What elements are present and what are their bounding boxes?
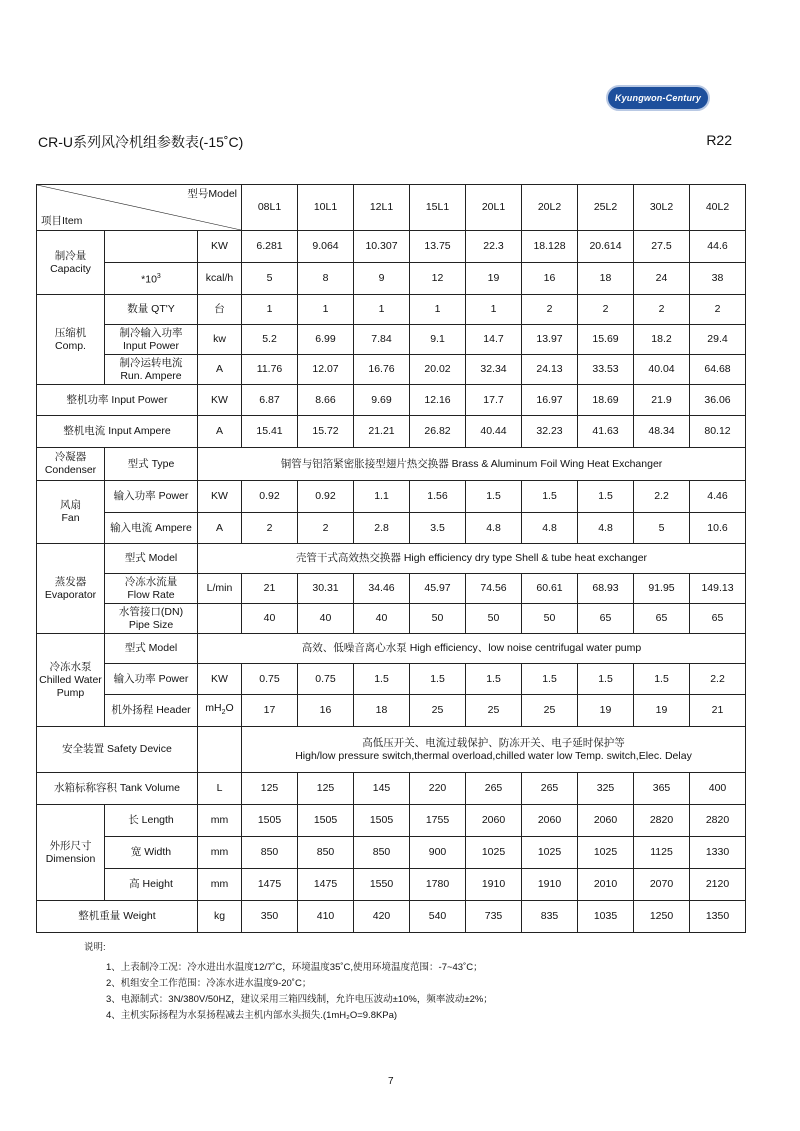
value-cell: 1250 (634, 901, 690, 933)
unit-cell: KW (198, 231, 242, 263)
unit-cell: kg (198, 901, 242, 933)
value-cell: 2060 (578, 805, 634, 837)
value-cell: 48.34 (634, 416, 690, 448)
value-cell: 68.93 (578, 574, 634, 604)
value-cell: 1330 (690, 837, 746, 869)
table-row (37, 727, 746, 773)
value-cell: 350 (242, 901, 298, 933)
value-cell: 1.5 (578, 481, 634, 513)
brand-text: Kyungwon-Century (614, 93, 702, 103)
table-row (37, 448, 746, 481)
value-cell: 34.46 (354, 574, 410, 604)
unit-cell: kcal/h (198, 263, 242, 295)
value-cell: 1.5 (522, 481, 578, 513)
value-cell: 10.6 (690, 513, 746, 544)
value-cell: 50 (522, 604, 578, 634)
value-cell: 1125 (634, 837, 690, 869)
value-cell: 17.7 (466, 385, 522, 416)
row-label: 制冷输入功率 Input Power (105, 325, 198, 355)
page-title: CR-U系列风冷机组参数表(-15˚C) (38, 134, 244, 150)
brand-logo (606, 85, 710, 111)
value-cell: 365 (634, 773, 690, 805)
value-cell: 2.8 (354, 513, 410, 544)
value-cell: 40.04 (634, 355, 690, 385)
span-value: 铜管与铝箔紧密胀接型翅片热交换器 Brass & Aluminum Foil Wing Heat Exchanger (198, 448, 746, 481)
value-cell: 74.56 (466, 574, 522, 604)
value-cell: 850 (298, 837, 354, 869)
value-cell: 15.41 (242, 416, 298, 448)
unit-cell: KW (198, 385, 242, 416)
value-cell: 6.281 (242, 231, 298, 263)
unit-cell (198, 727, 242, 773)
value-cell: 15.72 (298, 416, 354, 448)
row-label: 整机电流 Input Ampere (37, 416, 198, 448)
value-cell: 125 (242, 773, 298, 805)
note-line: 4、主机实际扬程为水泵扬程减去主机内部水头损失.(1mH₂O=9.8KPa) (106, 1010, 398, 1021)
value-cell: 1 (242, 295, 298, 325)
value-cell: 18.69 (578, 385, 634, 416)
span-value: 高效、低噪音离心水泵 High efficiency、low noise centrifugal water pump (198, 634, 746, 664)
notes-section (84, 940, 493, 1024)
value-cell: 4.8 (522, 513, 578, 544)
value-cell: 400 (690, 773, 746, 805)
value-cell: 40.44 (466, 416, 522, 448)
value-cell: 9.1 (410, 325, 466, 355)
value-cell: 1.5 (354, 664, 410, 695)
value-cell: 80.12 (690, 416, 746, 448)
value-cell: 835 (522, 901, 578, 933)
value-cell: 1035 (578, 901, 634, 933)
value-cell: 5 (242, 263, 298, 295)
table-row (37, 325, 746, 355)
page-number: 7 (388, 1076, 394, 1087)
group-pump: 冷冻水泵 Chilled Water Pump (37, 634, 105, 727)
value-cell: 4.8 (578, 513, 634, 544)
unit-cell: A (198, 416, 242, 448)
value-cell: 1.5 (410, 664, 466, 695)
value-cell: 2060 (522, 805, 578, 837)
value-cell: 45.97 (410, 574, 466, 604)
model-header: 20L2 (522, 185, 578, 231)
note-line: 3、电源制式：3N/380V/50HZ，建议采用三箱四线制，允许电压波动±10%，频率波动±2%； (106, 994, 493, 1005)
value-cell: 1 (466, 295, 522, 325)
unit-cell: A (198, 513, 242, 544)
value-cell: 9 (354, 263, 410, 295)
value-cell: 220 (410, 773, 466, 805)
value-cell: 5 (634, 513, 690, 544)
value-cell: 19 (466, 263, 522, 295)
row-label: 输入电流 Ampere (105, 513, 198, 544)
value-cell: 145 (354, 773, 410, 805)
value-cell: 265 (522, 773, 578, 805)
row-label: 型式 Model (105, 544, 198, 574)
value-cell: 21.21 (354, 416, 410, 448)
value-cell: 540 (410, 901, 466, 933)
group-evaporator: 蒸发器 Evaporator (37, 544, 105, 634)
value-cell: 1.5 (466, 664, 522, 695)
value-cell: 1 (298, 295, 354, 325)
value-cell: 65 (690, 604, 746, 634)
value-cell: 17 (242, 695, 298, 727)
model-header: 30L2 (634, 185, 690, 231)
value-cell: 1 (410, 295, 466, 325)
unit-cell: mm (198, 805, 242, 837)
value-cell: 0.92 (298, 481, 354, 513)
row-label: 型式 Type (105, 448, 198, 481)
value-cell: 41.63 (578, 416, 634, 448)
value-cell: 1.5 (634, 664, 690, 695)
value-cell: 22.3 (466, 231, 522, 263)
unit-cell: 台 (198, 295, 242, 325)
unit-cell: mm (198, 869, 242, 901)
value-cell: 1910 (522, 869, 578, 901)
row-label: 制冷运转电流 Run. Ampere (105, 355, 198, 385)
note-line: 2、机组安全工作范围：冷冻水进水温度9-20˚C； (106, 978, 312, 989)
safety-line-1: 高低压开关、电流过载保护、防冻开关、电子延时保护等 (362, 736, 625, 749)
value-cell: 1780 (410, 869, 466, 901)
value-cell: 4.8 (466, 513, 522, 544)
value-cell: 36.06 (690, 385, 746, 416)
value-cell: 4.46 (690, 481, 746, 513)
value-cell: 21.9 (634, 385, 690, 416)
span-value: 壳管干式高效热交换器 High efficiency dry type Shell & tube heat exchanger (198, 544, 746, 574)
value-cell: 21 (690, 695, 746, 727)
value-cell: 21 (242, 574, 298, 604)
value-cell: 410 (298, 901, 354, 933)
value-cell: 1350 (690, 901, 746, 933)
value-cell: 60.61 (522, 574, 578, 604)
value-cell: 7.84 (354, 325, 410, 355)
value-cell: 1910 (466, 869, 522, 901)
value-cell: 1.56 (410, 481, 466, 513)
value-cell: 1.5 (522, 664, 578, 695)
value-cell: 40 (354, 604, 410, 634)
value-cell: 1025 (466, 837, 522, 869)
value-cell: 1 (354, 295, 410, 325)
value-cell: 2 (242, 513, 298, 544)
value-cell: 125 (298, 773, 354, 805)
value-cell: 8.66 (298, 385, 354, 416)
table-row (37, 263, 746, 295)
value-cell: 2 (634, 295, 690, 325)
model-header: 12L1 (354, 185, 410, 231)
value-cell: 24 (634, 263, 690, 295)
table-row (37, 837, 746, 869)
unit-cell: KW (198, 481, 242, 513)
value-cell: 12 (410, 263, 466, 295)
value-cell: 1.5 (578, 664, 634, 695)
table-row (37, 805, 746, 837)
value-cell: 5.2 (242, 325, 298, 355)
value-cell: 26.82 (410, 416, 466, 448)
value-cell: 18.128 (522, 231, 578, 263)
value-cell: 1025 (578, 837, 634, 869)
value-cell: 0.92 (242, 481, 298, 513)
row-label: 输入功率 Power (105, 664, 198, 695)
value-cell: 16.97 (522, 385, 578, 416)
value-cell: 2120 (690, 869, 746, 901)
row-label: 机外扬程 Header (105, 695, 198, 727)
table-row (37, 574, 746, 604)
value-cell: 16.76 (354, 355, 410, 385)
table-row (37, 604, 746, 634)
value-cell: 0.75 (298, 664, 354, 695)
model-header: 08L1 (242, 185, 298, 231)
value-cell: 1505 (298, 805, 354, 837)
value-cell: 3.5 (410, 513, 466, 544)
value-cell: 65 (578, 604, 634, 634)
unit-cell: L/min (198, 574, 242, 604)
value-cell: 65 (634, 604, 690, 634)
row-label: 安全装置 Safety Device (37, 727, 198, 773)
value-cell: 1475 (298, 869, 354, 901)
value-cell: 2 (690, 295, 746, 325)
row-label: 整机功率 Input Power (37, 385, 198, 416)
value-cell: 16 (298, 695, 354, 727)
value-cell: 2820 (690, 805, 746, 837)
value-cell: 325 (578, 773, 634, 805)
value-cell: 8 (298, 263, 354, 295)
value-cell: 30.31 (298, 574, 354, 604)
value-cell: 19 (578, 695, 634, 727)
value-cell: 14.7 (466, 325, 522, 355)
table-row (37, 773, 746, 805)
row-label: 长 Length (105, 805, 198, 837)
value-cell: 29.4 (690, 325, 746, 355)
value-cell: 0.75 (242, 664, 298, 695)
value-cell: 19 (634, 695, 690, 727)
header-model-label: 型号Model (187, 188, 238, 200)
group-dimension: 外形尺寸 Dimension (37, 805, 105, 901)
row-label: 冷冻水流量 Flow Rate (105, 574, 198, 604)
model-header: 20L1 (466, 185, 522, 231)
unit-cell: kw (198, 325, 242, 355)
value-cell: 1550 (354, 869, 410, 901)
header-item-label: 项目Item (41, 215, 83, 227)
refrigerant-label: R22 (706, 132, 732, 148)
value-cell: 16 (522, 263, 578, 295)
row-label: $*10^3$ (105, 263, 198, 295)
value-cell: 1.5 (466, 481, 522, 513)
group-fan: 风扇 Fan (37, 481, 105, 544)
value-cell: 735 (466, 901, 522, 933)
note-line: 1、上表制冷工况：冷水进出水温度12/7˚C，环境温度35˚C,使用环境温度范围：-7~43˚C； (106, 962, 483, 973)
table-row (37, 355, 746, 385)
value-cell: 6.87 (242, 385, 298, 416)
value-cell: 1505 (242, 805, 298, 837)
row-label: 水管接口(DN) Pipe Size (105, 604, 198, 634)
value-cell: 9.69 (354, 385, 410, 416)
unit-cell: A (198, 355, 242, 385)
value-cell: 33.53 (578, 355, 634, 385)
row-label: 输入功率 Power (105, 481, 198, 513)
row-label: 水箱标称容积 Tank Volume (37, 773, 198, 805)
table-row (37, 513, 746, 544)
value-cell: 25 (522, 695, 578, 727)
value-cell: 25 (410, 695, 466, 727)
table-row (37, 231, 746, 263)
value-cell: 15.69 (578, 325, 634, 355)
value-cell: 149.13 (690, 574, 746, 604)
safety-line-2: High/low pressure switch,thermal overload,chilled water low Temp. switch,Elec. Delay (295, 749, 692, 762)
value-cell: 38 (690, 263, 746, 295)
value-cell: 1025 (522, 837, 578, 869)
value-cell: 40 (242, 604, 298, 634)
value-cell: 50 (466, 604, 522, 634)
value-cell: 2070 (634, 869, 690, 901)
group-condenser: 冷凝器 Condenser (37, 448, 105, 481)
value-cell: 25 (466, 695, 522, 727)
group-capacity: 制冷量 Capacity (37, 231, 105, 295)
model-header: 15L1 (410, 185, 466, 231)
table-row (37, 185, 746, 231)
row-label: 数量 QT'Y (105, 295, 198, 325)
value-cell: 32.34 (466, 355, 522, 385)
value-cell: 13.97 (522, 325, 578, 355)
value-cell: 2 (298, 513, 354, 544)
value-cell: 32.23 (522, 416, 578, 448)
table-row (37, 385, 746, 416)
header-corner (37, 185, 242, 231)
value-cell: 2.2 (634, 481, 690, 513)
value-cell: 40 (298, 604, 354, 634)
value-cell: 20.614 (578, 231, 634, 263)
model-header: 10L1 (298, 185, 354, 231)
value-cell: 9.064 (298, 231, 354, 263)
row-label: 高 Height (105, 869, 198, 901)
value-cell: 91.95 (634, 574, 690, 604)
value-cell: 44.6 (690, 231, 746, 263)
value-cell: 1475 (242, 869, 298, 901)
unit-cell (198, 604, 242, 634)
value-cell: 2 (522, 295, 578, 325)
unit-cell: $mH_2O$ (198, 695, 242, 727)
unit-cell: L (198, 773, 242, 805)
table-row (37, 695, 746, 727)
value-cell: 64.68 (690, 355, 746, 385)
value-cell: 265 (466, 773, 522, 805)
value-cell: 18 (354, 695, 410, 727)
value-cell: 420 (354, 901, 410, 933)
value-cell: 2820 (634, 805, 690, 837)
value-cell: 1505 (354, 805, 410, 837)
span-value (242, 727, 746, 773)
table-row (37, 664, 746, 695)
value-cell: 18.2 (634, 325, 690, 355)
value-cell: 20.02 (410, 355, 466, 385)
value-cell: 18 (578, 263, 634, 295)
table-row (37, 869, 746, 901)
row-label: 型式 Model (105, 634, 198, 664)
row-label: 宽 Width (105, 837, 198, 869)
model-header: 25L2 (578, 185, 634, 231)
value-cell: 11.76 (242, 355, 298, 385)
row-label: 整机重量 Weight (37, 901, 198, 933)
value-cell: 1755 (410, 805, 466, 837)
value-cell: 6.99 (298, 325, 354, 355)
table-row (37, 901, 746, 933)
value-cell: 2010 (578, 869, 634, 901)
value-cell: 2.2 (690, 664, 746, 695)
value-cell: 50 (410, 604, 466, 634)
value-cell: 24.13 (522, 355, 578, 385)
unit-cell: mm (198, 837, 242, 869)
table-row (37, 481, 746, 513)
value-cell: 2060 (466, 805, 522, 837)
value-cell: 1.1 (354, 481, 410, 513)
table-row (37, 634, 746, 664)
value-cell: 10.307 (354, 231, 410, 263)
value-cell: 12.16 (410, 385, 466, 416)
table-row (37, 416, 746, 448)
table-row (37, 544, 746, 574)
value-cell: 13.75 (410, 231, 466, 263)
value-cell: 850 (354, 837, 410, 869)
value-cell: 2 (578, 295, 634, 325)
value-cell: 12.07 (298, 355, 354, 385)
model-header: 40L2 (690, 185, 746, 231)
notes-title: 说明: (84, 942, 106, 953)
table-row (37, 295, 746, 325)
value-cell: 850 (242, 837, 298, 869)
row-label (105, 231, 198, 263)
value-cell: 27.5 (634, 231, 690, 263)
spec-table (36, 184, 746, 933)
value-cell: 900 (410, 837, 466, 869)
unit-cell: KW (198, 664, 242, 695)
group-comp: 压缩机 Comp. (37, 295, 105, 385)
